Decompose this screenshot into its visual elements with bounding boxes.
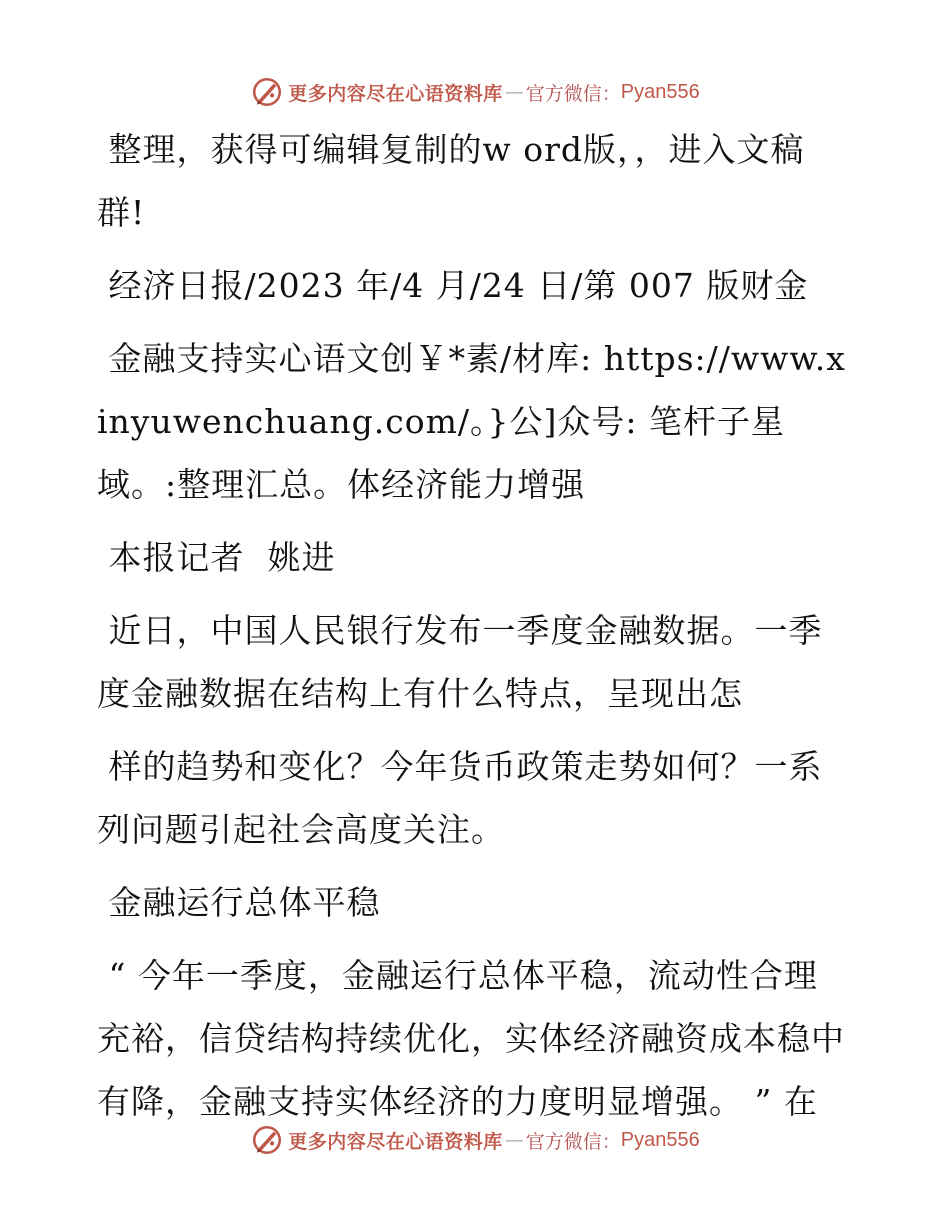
paragraph-body-2: 样的趋势和变化？今年货币政策走势如何？一系列问题引起社会高度关注。: [97, 747, 823, 849]
banner-wechat-label: 官方微信：: [525, 82, 621, 105]
banner-wechat-id: Pyan556: [620, 80, 700, 103]
pen-logo-icon: [250, 75, 284, 109]
document-body: [97, 118, 849, 1143]
paragraph-body-1: 近日，中国人民银行发布一季度金融数据。一季度金融数据在结构上有什么特点，呈现出怎: [97, 611, 823, 713]
paragraph-subheading: 金融运行总体平稳: [97, 883, 381, 922]
banner-text: 更多内容尽在心语资料库: [288, 82, 503, 105]
paragraph-headline: 金融支持实心语文创￥*素/材库: https://www.xinyuwenchuang.com/。}公]众号: 笔杆子星域。:整理汇总。体经济能力增强: [97, 339, 846, 504]
banner-separator: —: [504, 81, 524, 103]
banner-separator: —: [504, 1129, 524, 1151]
banner-text: 更多内容尽在心语资料库: [288, 1130, 503, 1153]
footer-watermark-banner: [0, 1120, 950, 1160]
paragraph-body-3: “ 今年一季度，金融运行总体平稳，流动性合理充裕，信贷结构持续优化，实体经济融资成本稳中有降，金融支持实体经济的力度明显增强。 ” 在: [97, 956, 845, 1121]
banner-wechat-id: Pyan556: [620, 1128, 700, 1151]
paragraph-byline: 本报记者 姚进: [97, 538, 336, 577]
pen-logo-icon: [250, 1123, 284, 1157]
header-watermark-banner: [0, 72, 950, 112]
paragraph-source-line: 经济日报/2023 年/4 月/24 日/第 007 版财金: [97, 266, 809, 305]
banner-wechat-label: 官方微信：: [525, 1130, 621, 1153]
paragraph-intro-note: 整理，获得可编辑复制的w ord版，，进入文稿群!: [97, 130, 805, 232]
